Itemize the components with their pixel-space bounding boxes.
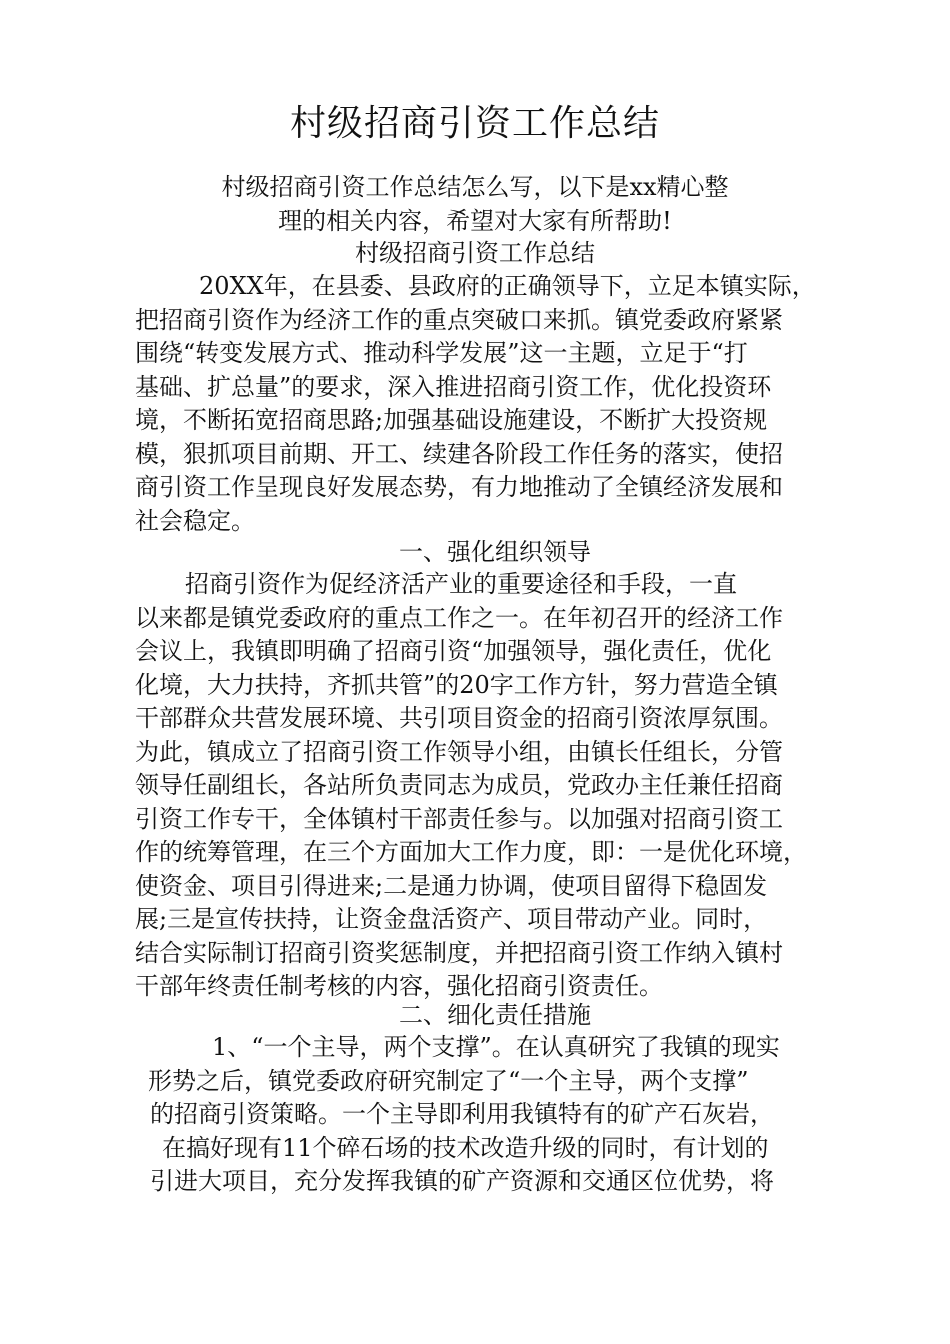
paragraph-line: 社会稳定。 [135,506,255,535]
paragraph-line: 的招商引资策略。一个主导即利用我镇特有的矿产石灰岩， [150,1100,774,1128]
paragraph-line: 20XX年，在县委、县政府的正确领导下，立足本镇实际， [199,272,816,300]
paragraph-line: 为此，镇成立了招商引资工作领导小组，由镇长任组长，分管 [135,737,783,766]
paragraph-line: 作的统筹管理，在三个方面加大工作力度，即：一是优化环境， [135,838,807,866]
paragraph-line: 以来都是镇党委政府的重点工作之一。在年初召开的经济工作 [135,603,783,632]
paragraph-line: 引资工作专干，全体镇村干部责任参与。以加强对招商引资工 [135,804,783,833]
paragraph-line: 围绕“转变发展方式、推动科学发展”这一主题，立足于“打 [135,339,748,367]
paragraph-line: 境，不断拓宽招商思路;加强基础设施建设，不断扩大投资规 [135,406,768,434]
paragraph-line: 领导任副组长，各站所负责同志为成员，党政办主任兼任招商 [135,771,783,799]
paragraph-line: 形势之后，镇党委政府研究制定了“一个主导，两个支撑” [148,1066,749,1095]
section-heading-1: 一、强化组织领导 [399,538,591,566]
paragraph-line: 在搞好现有11个碎石场的技术改造升级的同时，有计划的 [162,1133,769,1162]
paragraph-1 [135,270,855,538]
document-subtitle: 村级招商引资工作总结 [355,239,595,267]
document-title: 村级招商引资工作总结 [289,103,660,144]
paragraph-line: 展;三是宣传扶持，让资金盘活资产、项目带动产业。同时， [135,905,768,933]
paragraph-2 [135,568,855,1004]
paragraph-line: 使资金、项目引得进来;二是通力协调，使项目留得下稳固发 [135,871,768,900]
intro-line: 村级招商引资工作总结怎么写，以下是xx精心整 [221,173,729,201]
section-heading-2: 二、细化责任措施 [399,1001,591,1029]
paragraph-line: 基础、扩总量”的要求，深入推进招商引资工作，优化投资环 [135,372,772,401]
paragraph-line: 化境，大力扶持，齐抓共管”的20字工作方针，努力营造全镇 [135,670,778,699]
intro-line: 理的相关内容，希望对大家有所帮助! [278,207,672,235]
paragraph-3 [148,1031,868,1199]
paragraph-line: 干部年终责任制考核的内容，强化招商引资责任。 [135,972,663,1000]
paragraph-line: 会议上，我镇即明确了招商引资“加强领导，强化责任，优化 [135,637,772,665]
paragraph-line: 把招商引资作为经济工作的重点突破口来抓。镇党委政府紧紧 [135,305,783,334]
paragraph-line: 招商引资作为促经济活产业的重要途径和手段，一直 [185,570,737,598]
paragraph-line: 结合实际制订招商引资奖惩制度，并把招商引资工作纳入镇村 [135,938,783,967]
paragraph-line: 模，狠抓项目前期、开工、续建各阶段工作任务的落实，使招 [135,439,783,468]
paragraph-line: 商引资工作呈现良好发展态势，有力地推动了全镇经济发展和 [135,473,783,501]
intro-paragraph [0,170,950,238]
paragraph-line: 引进大项目，充分发挥我镇的矿产资源和交通区位优势，将 [150,1167,774,1195]
paragraph-line: 干部群众共营发展环境、共引项目资金的招商引资浓厚氛围。 [135,704,783,732]
paragraph-line: 1、“一个主导，两个支撑”。在认真研究了我镇的现实 [212,1033,780,1061]
